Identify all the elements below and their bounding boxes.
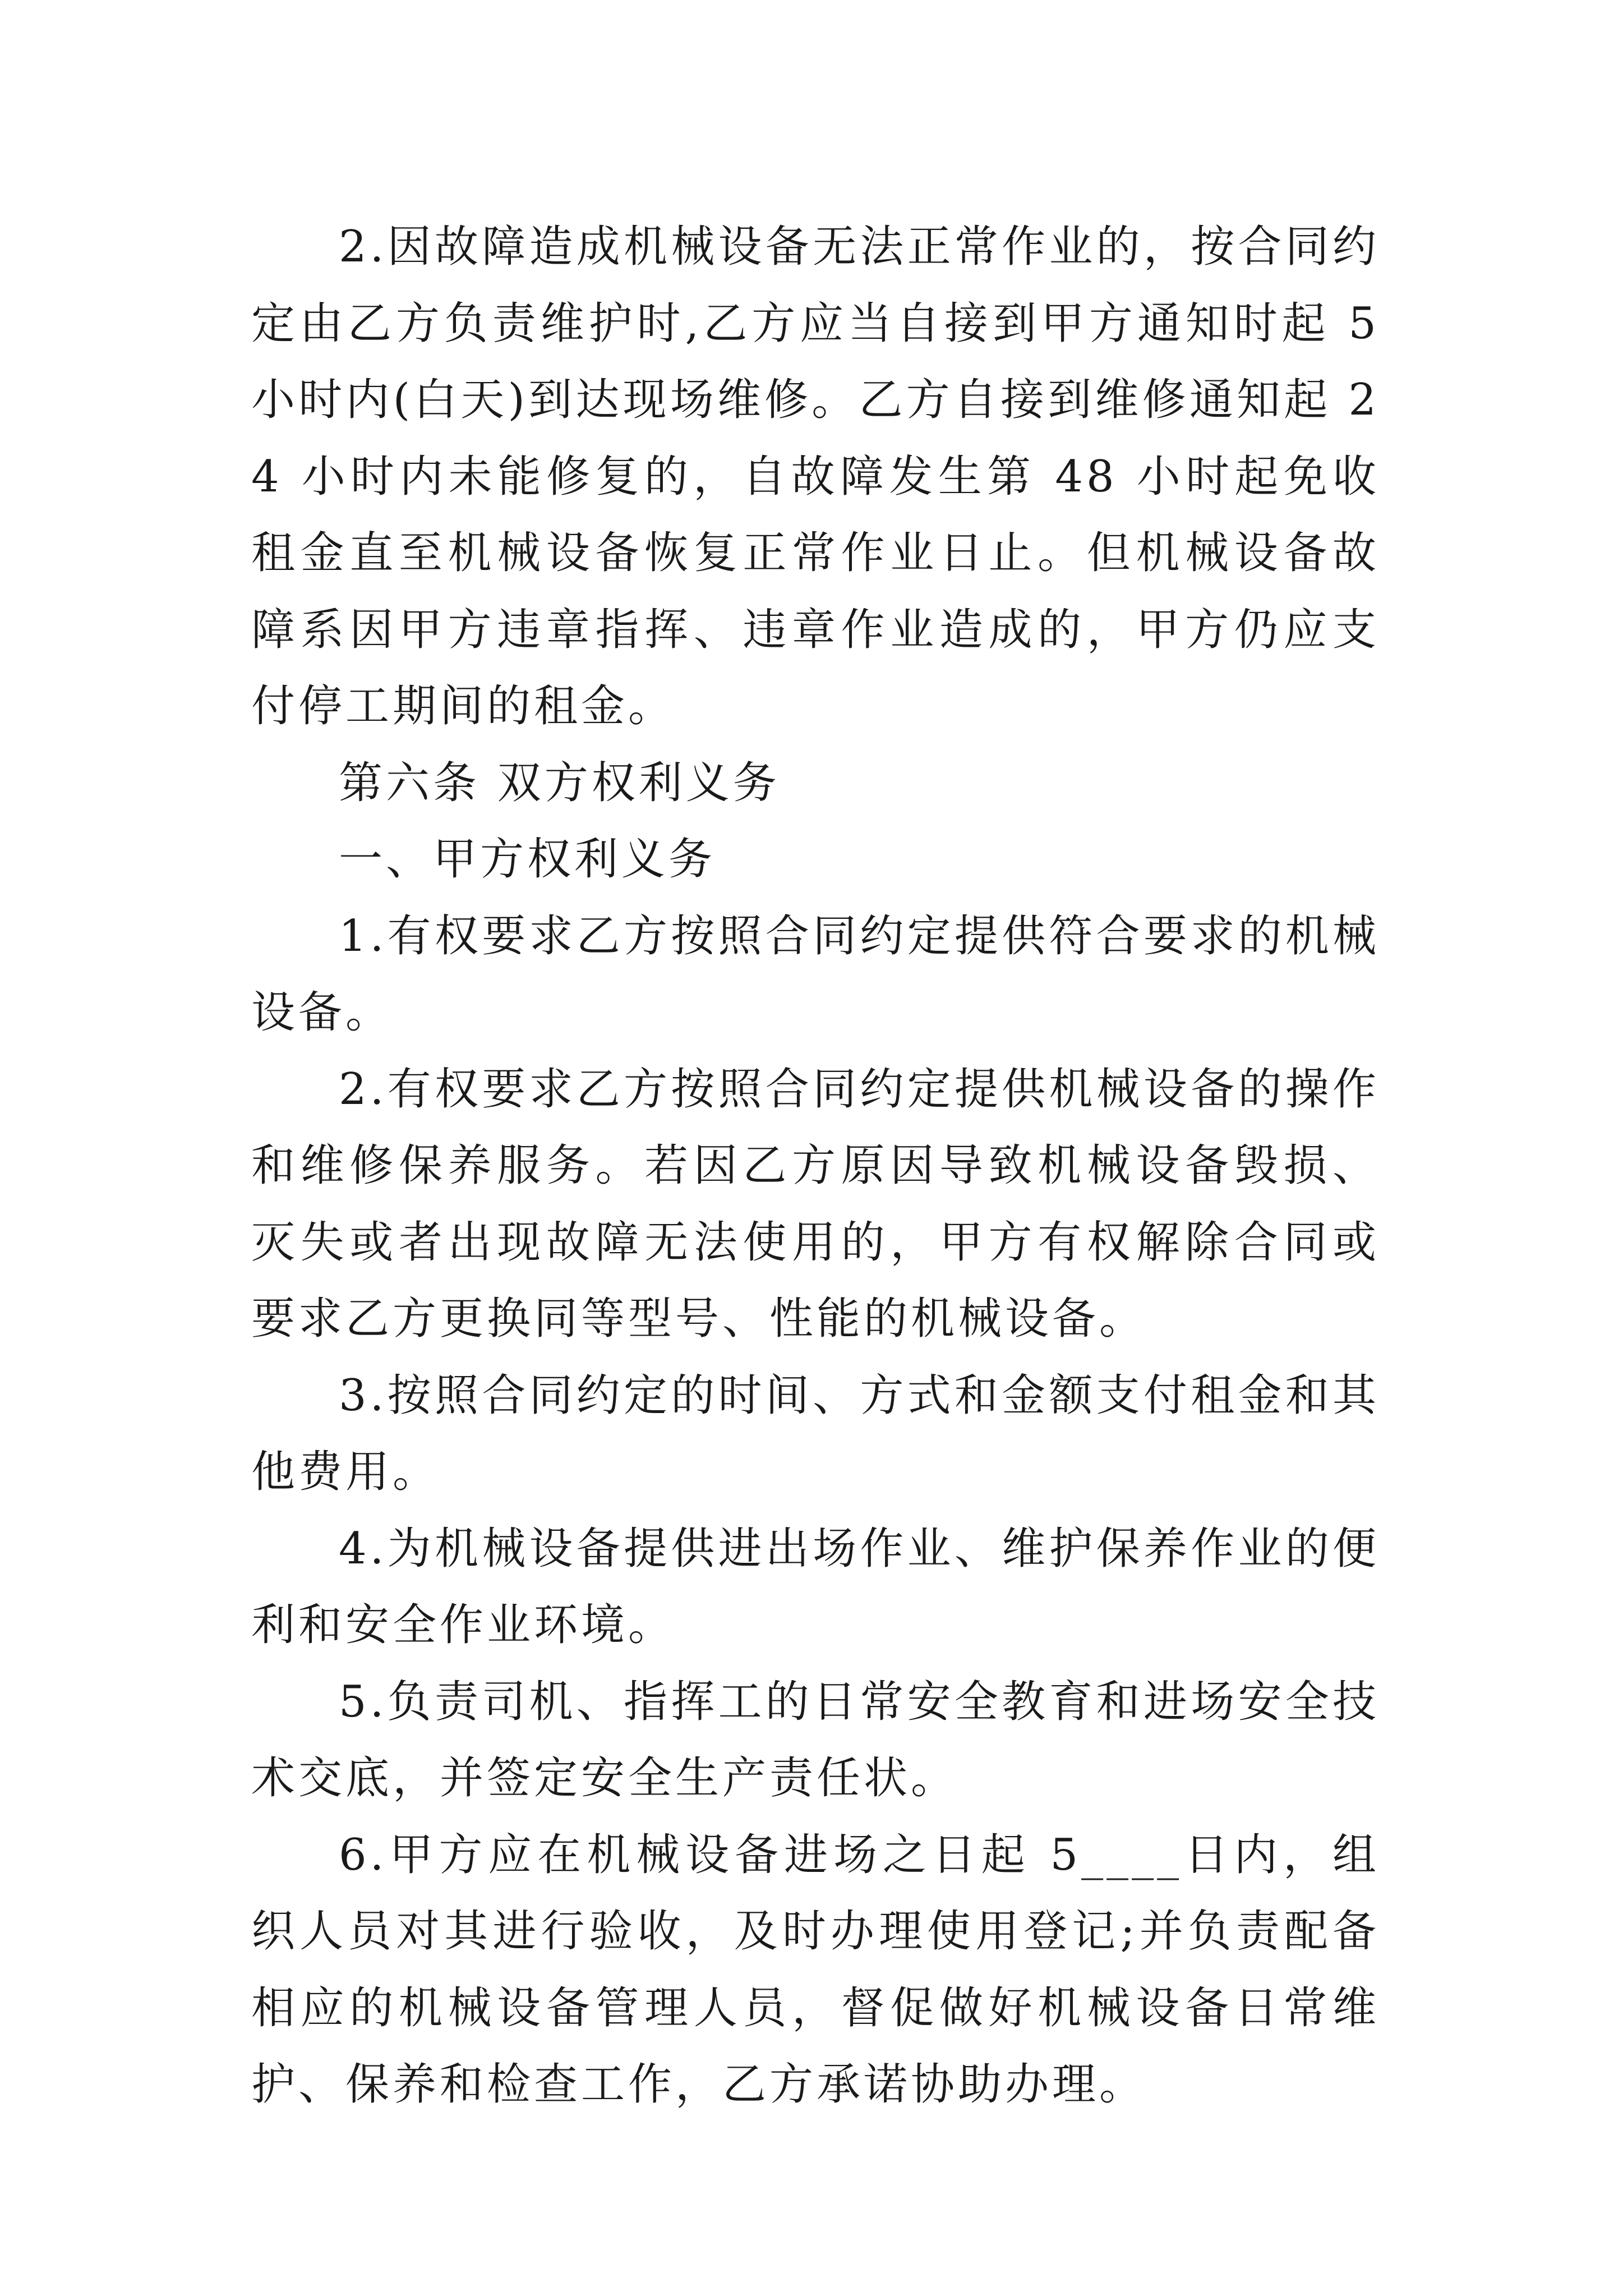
clause-2: 2.有权要求乙方按照合同约定提供机械设备的操作和维修保养服务。若因乙方原因导致机械设备毁损、灭失或者出现故障无法使用的，甲方有权解除合同或要求乙方更换同等型号、性能的机械设备。 — [251, 1064, 1380, 1344]
clause-6: 6.甲方应在机械设备进场之日起 5____日内，组织人员对其进行验收，及时办理使用登记;并负责配备相应的机械设备管理人员，督促做好机械设备日常维护、保养和检查工作，乙方承诺协助办理。 — [251, 1829, 1380, 2110]
clause-5: 5.负责司机、指挥工的日常安全教育和进场安全技术交底，并签定安全生产责任状。 — [251, 1676, 1380, 1803]
paragraph-repair-obligation: 2.因故障造成机械设备无法正常作业的，按合同约定由乙方负责维护时,乙方应当自接到甲方通知时起 5 小时内(白天)到达现场维修。乙方自接到维修通知起 24 小时内未能修复的，自故障发生第 48 小时起免收租金直至机械设备恢复正常作业日止。但机械设备故障系因甲方违章指挥、违章作业造成的，甲方仍应支付停工期间的租金。 — [251, 222, 1380, 731]
clause-1: 1.有权要求乙方按照合同约定提供符合要求的机械设备。 — [251, 910, 1380, 1038]
document-page — [251, 209, 1380, 2123]
subsection-heading-party-a: 一、甲方权利义务 — [339, 834, 716, 885]
section-heading-article-6: 第六条 双方权利义务 — [339, 757, 780, 808]
clause-3: 3.按照合同约定的时间、方式和金额支付租金和其他费用。 — [251, 1370, 1380, 1497]
clause-4: 4.为机械设备提供进出场作业、维护保养作业的便利和安全作业环境。 — [251, 1523, 1380, 1650]
